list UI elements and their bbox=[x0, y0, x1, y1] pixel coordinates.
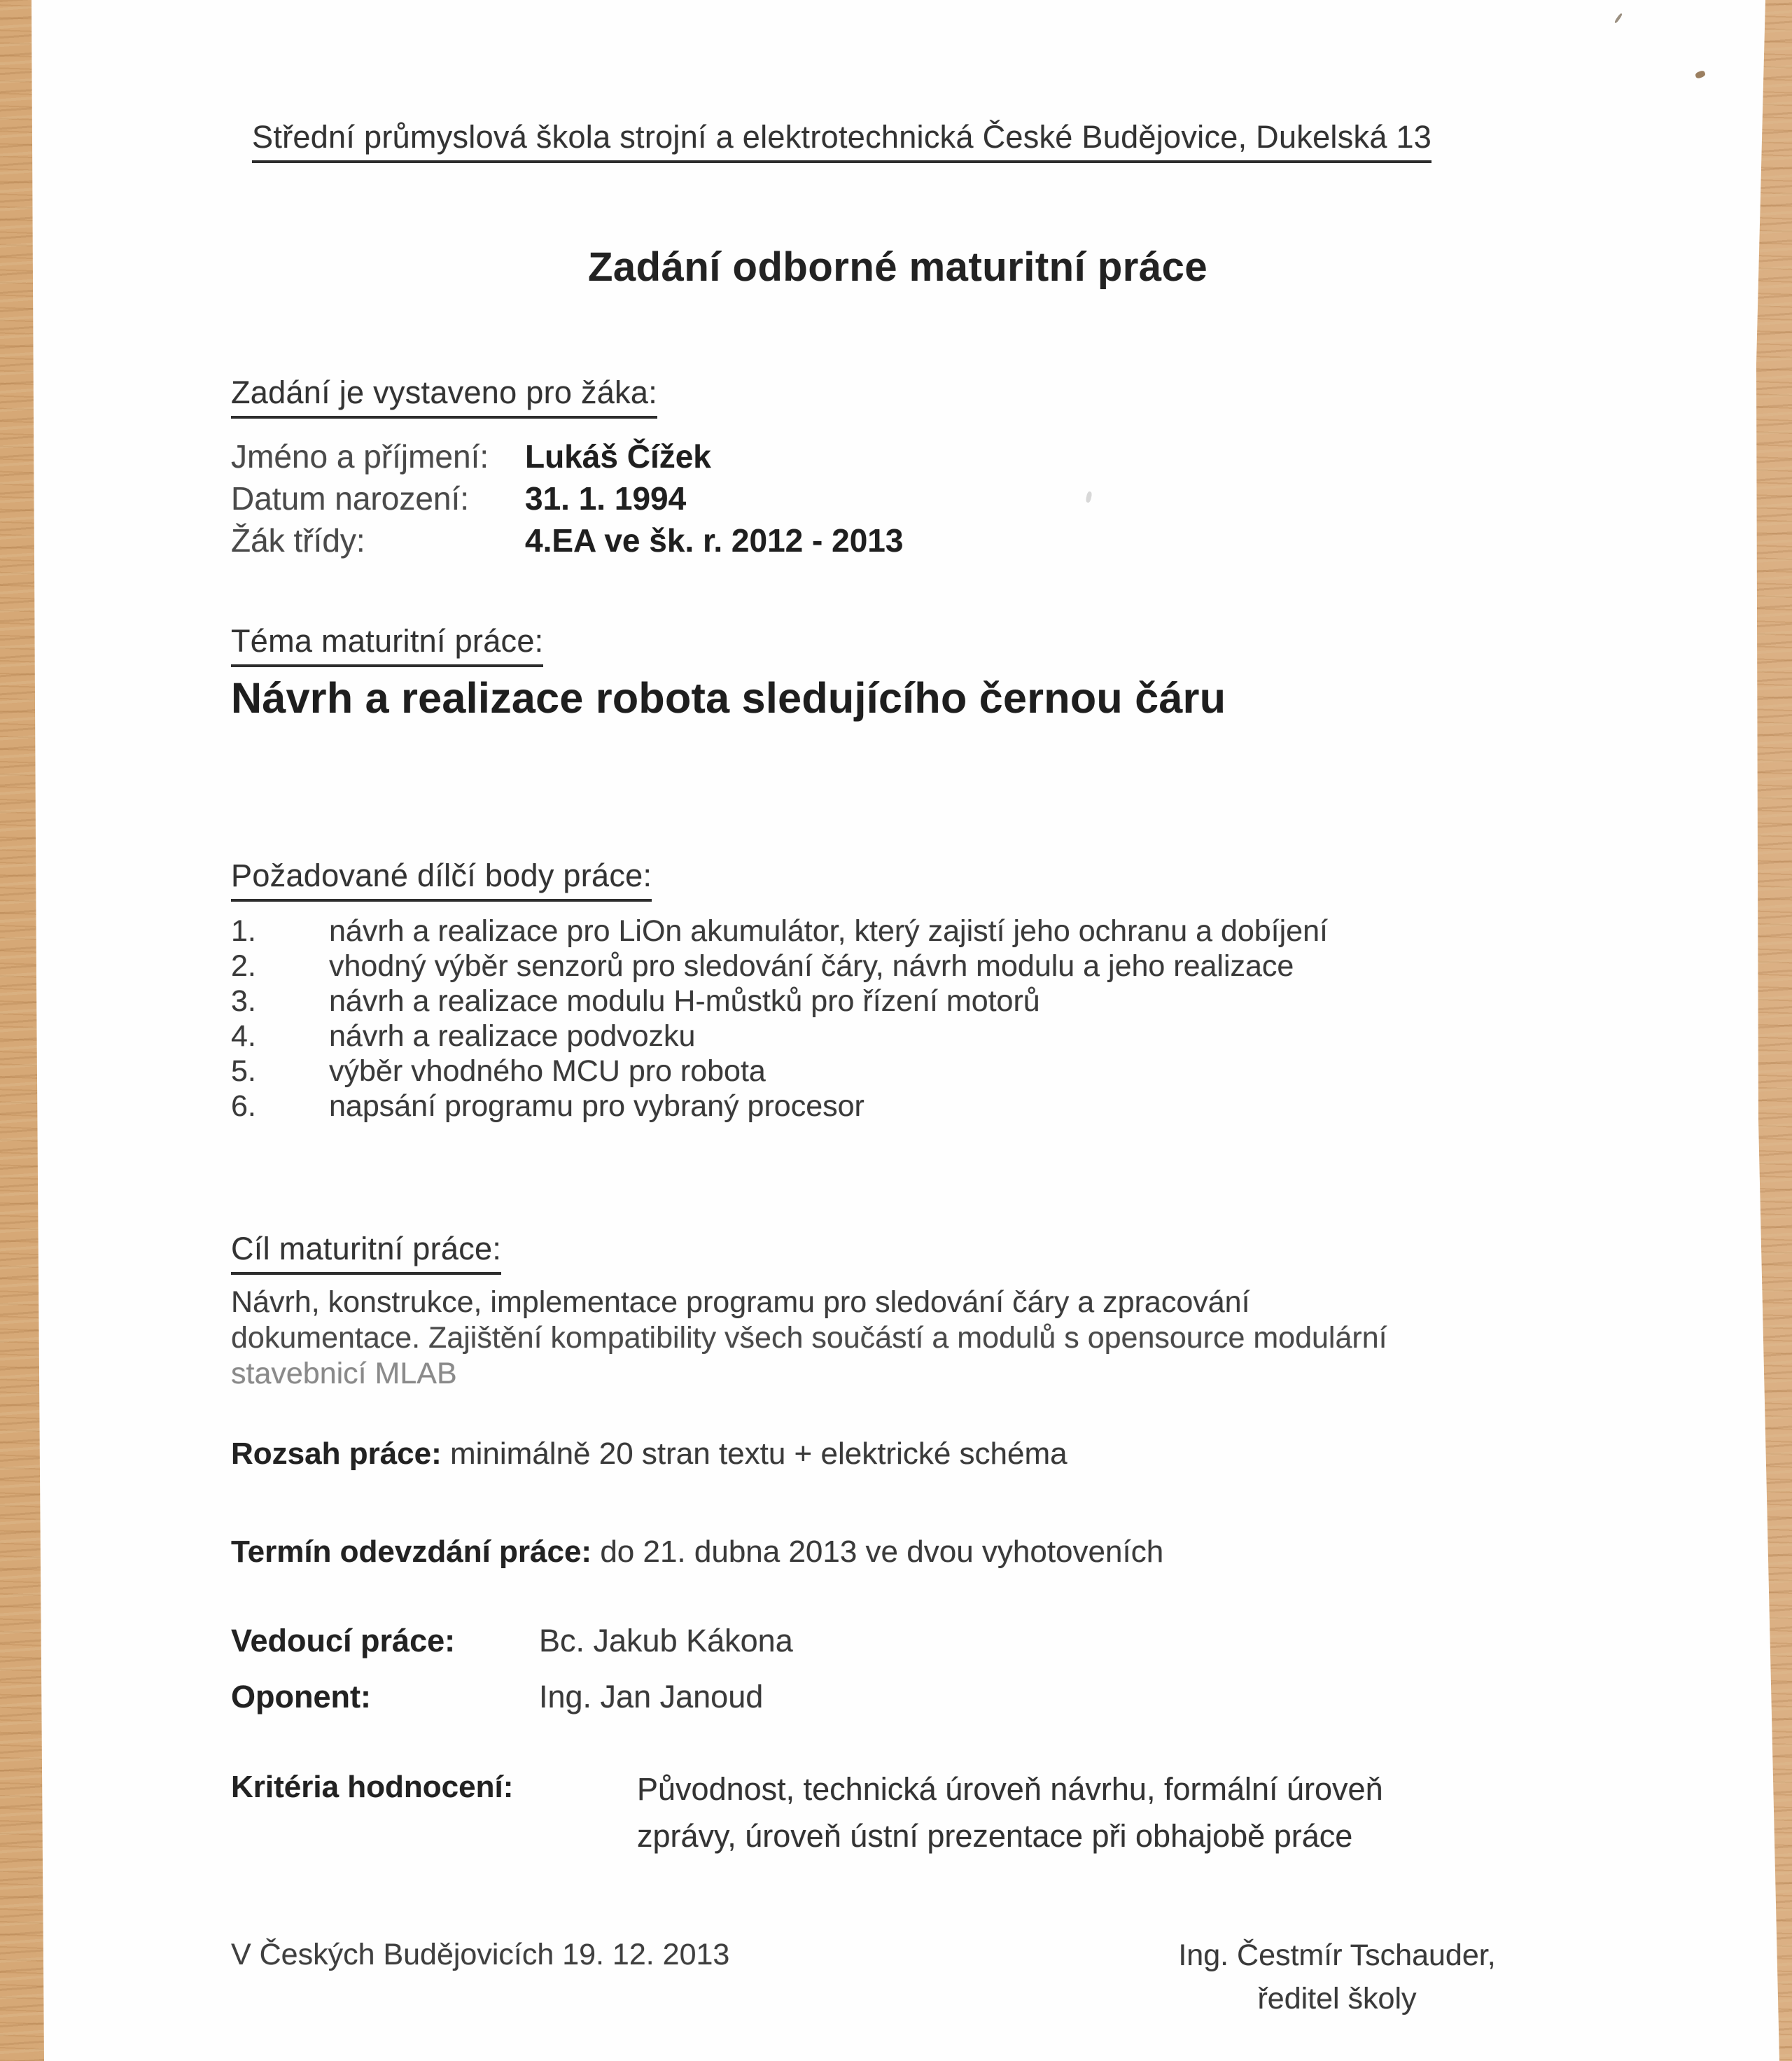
goal-line: stavebnicí MLAB bbox=[231, 1357, 457, 1390]
item-number: 1. bbox=[231, 914, 256, 948]
place-and-date: V Českých Budějovicích 19. 12. 2013 bbox=[231, 1938, 730, 1971]
student-info-table bbox=[231, 435, 903, 561]
opponent-label: Oponent: bbox=[231, 1679, 371, 1714]
deadline-value: do 21. dubna 2013 ve dvou vyhotoveních bbox=[592, 1535, 1164, 1569]
requirements-section-heading: Požadované dílčí body práce: bbox=[231, 858, 652, 902]
scope-row bbox=[231, 1437, 1068, 1472]
list-item bbox=[231, 984, 1328, 1019]
deadline-label: Termín odevzdání práce: bbox=[231, 1535, 592, 1569]
item-text: napsání programu pro vybraný procesor bbox=[329, 1089, 864, 1123]
signer-title: ředitel školy bbox=[1257, 1982, 1417, 2015]
class-value: 4.EA ve šk. r. 2012 - 2013 bbox=[525, 522, 904, 559]
document-title: Zadání odborné maturitní práce bbox=[588, 244, 1208, 290]
criteria-label: Kritéria hodnocení: bbox=[231, 1770, 514, 1804]
name-label: Jméno a příjmení: bbox=[231, 438, 489, 475]
opponent-value: Ing. Jan Janoud bbox=[539, 1679, 764, 1714]
supervisor-row bbox=[231, 1623, 793, 1659]
item-text: návrh a realizace podvozku bbox=[329, 1019, 696, 1053]
birthdate-label: Datum narození: bbox=[231, 480, 470, 517]
goal-line: Návrh, konstrukce, implementace programu pro sledování čáry a zpracování bbox=[231, 1285, 1250, 1319]
item-text: návrh a realizace pro LiOn akumulátor, který zajistí jeho ochranu a dobíjení bbox=[329, 914, 1328, 948]
criteria-line: zprávy, úroveň ústní prezentace při obhajobě práce bbox=[637, 1818, 1353, 1854]
list-item bbox=[231, 1019, 1328, 1054]
goal-line: dokumentace. Zajištění kompatibility všech součástí a modulů s opensource modulární bbox=[231, 1321, 1387, 1355]
student-row-name bbox=[231, 435, 903, 477]
criteria-line: Původnost, technická úroveň návrhu, formální úroveň bbox=[637, 1771, 1383, 1807]
list-item bbox=[231, 1054, 1328, 1089]
topic-section-heading: Téma maturitní práce: bbox=[231, 623, 543, 667]
scan-speck bbox=[1614, 13, 1623, 23]
scan-speck bbox=[1085, 491, 1092, 503]
item-number: 2. bbox=[231, 949, 256, 983]
criteria-text bbox=[637, 1766, 1383, 1859]
item-text: vhodný výběr senzorů pro sledování čáry, návrh modulu a jeho realizace bbox=[329, 949, 1294, 983]
school-header: Střední průmyslová škola strojní a elektrotechnická České Budějovice, Dukelská 13 bbox=[252, 119, 1432, 163]
item-number: 5. bbox=[231, 1054, 256, 1088]
criteria-label-wrap bbox=[231, 1770, 513, 1805]
student-section-heading: Zadání je vystaveno pro žáka: bbox=[231, 375, 657, 419]
item-text: návrh a realizace modulu H-můstků pro řízení motorů bbox=[329, 984, 1040, 1018]
student-row-birthdate bbox=[231, 477, 903, 519]
opponent-row bbox=[231, 1679, 763, 1715]
deadline-row bbox=[231, 1535, 1163, 1570]
scope-label: Rozsah práce: bbox=[231, 1437, 442, 1471]
birthdate-value: 31. 1. 1994 bbox=[525, 480, 687, 517]
requirements-list bbox=[231, 914, 1328, 1124]
supervisor-label: Vedoucí práce: bbox=[231, 1623, 456, 1658]
supervisor-value: Bc. Jakub Kákona bbox=[539, 1623, 793, 1658]
list-item bbox=[231, 949, 1328, 984]
name-value: Lukáš Čížek bbox=[525, 438, 711, 475]
signature-block bbox=[1141, 1934, 1533, 2020]
student-row-class bbox=[231, 519, 903, 561]
item-number: 3. bbox=[231, 984, 256, 1018]
goal-paragraph bbox=[231, 1285, 1387, 1392]
scope-value: minimálně 20 stran textu + elektrické schéma bbox=[441, 1437, 1068, 1471]
item-text: výběr vhodného MCU pro robota bbox=[329, 1054, 766, 1088]
item-number: 6. bbox=[231, 1089, 256, 1123]
item-number: 4. bbox=[231, 1019, 256, 1053]
goal-section-heading: Cíl maturitní práce: bbox=[231, 1231, 501, 1275]
thesis-topic-title: Návrh a realizace robota sledujícího černou čáru bbox=[231, 674, 1226, 722]
list-item bbox=[231, 1089, 1328, 1124]
scan-speck bbox=[1695, 70, 1706, 79]
signer-name: Ing. Čestmír Tschauder, bbox=[1178, 1938, 1496, 1972]
class-label: Žák třídy: bbox=[231, 522, 365, 559]
list-item bbox=[231, 914, 1328, 949]
